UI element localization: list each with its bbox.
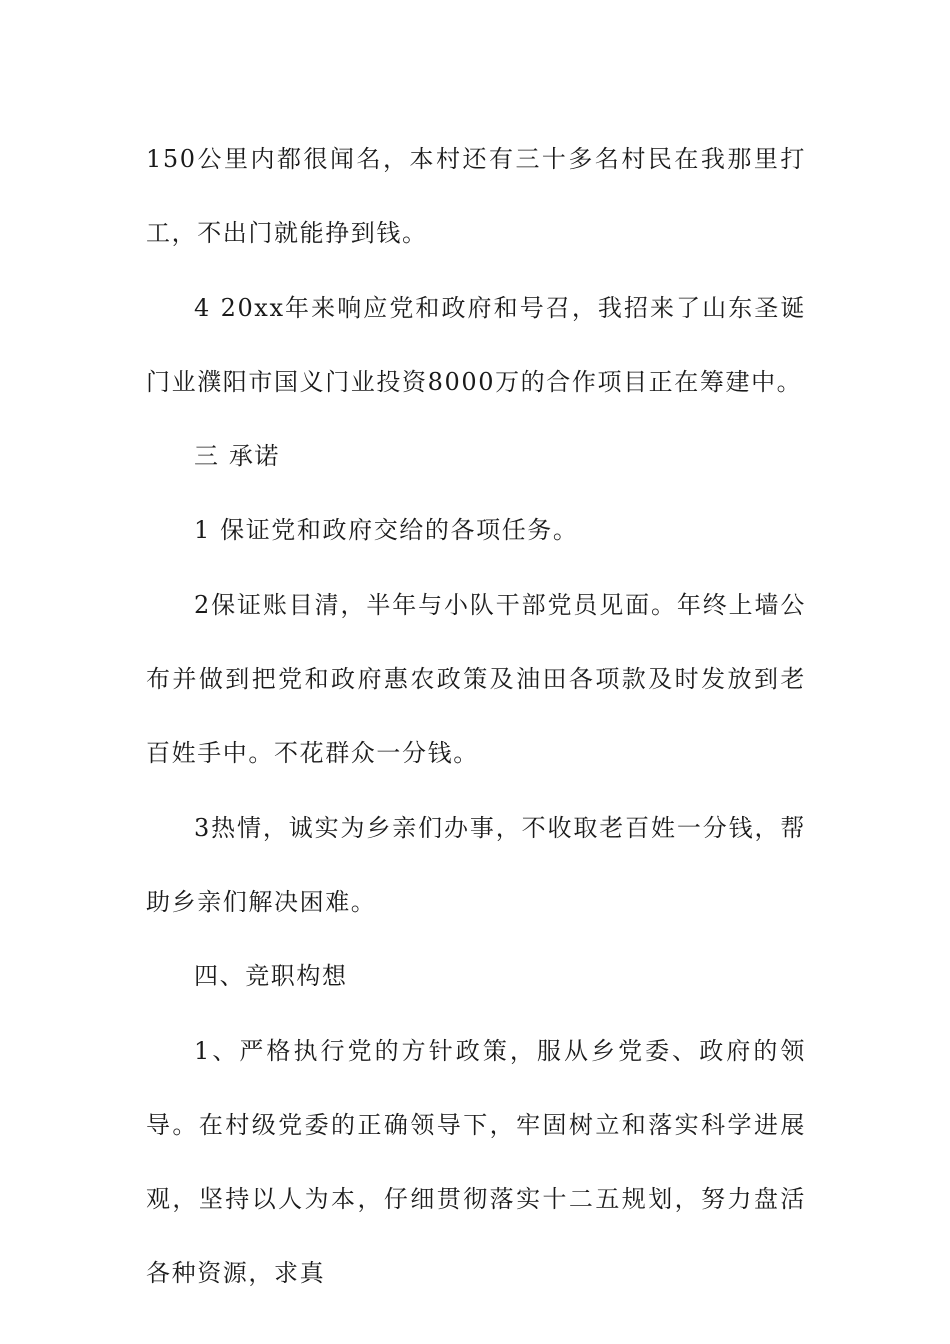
document-body <box>146 122 806 1311</box>
paragraph-investment: 4 20xx年来响应党和政府和号召，我招来了山东圣诞门业濮阳市国义门业投资8000万的合作项目正在筹建中。 <box>146 293 806 396</box>
promise-item-3: 3热情，诚实为乡亲们办事，不收取老百姓一分钱，帮助乡亲们解决困难。 <box>146 813 806 916</box>
plan-item-1: 1、严格执行党的方针政策，服从乡党委、政府的领导。在村级党委的正确领导下，牢固树立和落实科学进展观，坚持以人为本，仔细贯彻落实十二五规划，努力盘活各种资源，求真 <box>146 1036 806 1288</box>
paragraph-continuation: 150公里内都很闻名，本村还有三十多名村民在我那里打工，不出门就能挣到钱。 <box>146 145 806 248</box>
section-heading-promise: 三 承诺 <box>194 442 281 471</box>
promise-item-2: 2保证账目清，半年与小队干部党员见面。年终上墙公布并做到把党和政府惠农政策及油田各项款及时发放到老百姓手中。不花群众一分钱。 <box>146 590 806 768</box>
promise-item-1: 1 保证党和政府交给的各项任务。 <box>194 516 579 545</box>
section-heading-plan: 四、竞职构想 <box>194 962 348 991</box>
